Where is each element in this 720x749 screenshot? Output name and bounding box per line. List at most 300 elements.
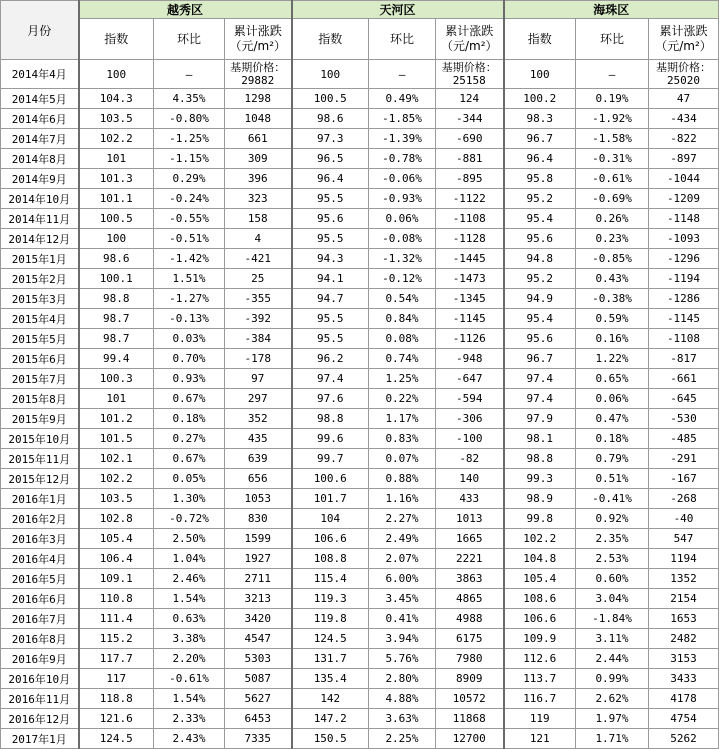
month-cell: 2014年6月	[1, 109, 79, 129]
cumulative-cell: -1108	[649, 329, 719, 349]
cumulative-cell: -1148	[649, 209, 719, 229]
index-cell: 94.1	[292, 269, 369, 289]
cumulative-cell: 1653	[649, 609, 719, 629]
sub-header-cumulative: 累计涨跌（元/m²）	[436, 19, 504, 60]
cumulative-cell: 1013	[436, 509, 504, 529]
index-cell: 108.8	[292, 549, 369, 569]
sub-header-index: 指数	[292, 19, 369, 60]
index-cell: 118.8	[79, 689, 154, 709]
mom-cell: 1.04%	[154, 549, 225, 569]
index-cell: 98.8	[504, 449, 576, 469]
cumulative-cell: -948	[436, 349, 504, 369]
index-cell: 97.3	[292, 129, 369, 149]
mom-cell: 1.51%	[154, 269, 225, 289]
index-cell: 98.1	[504, 429, 576, 449]
cumulative-cell: 2482	[649, 629, 719, 649]
mom-cell: 0.88%	[369, 469, 436, 489]
cumulative-cell: -1473	[436, 269, 504, 289]
mom-cell: -0.08%	[369, 229, 436, 249]
mom-cell: —	[154, 60, 225, 89]
month-column-header: 月份	[1, 1, 79, 60]
cumulative-cell: -530	[649, 409, 719, 429]
index-cell: 94.8	[504, 249, 576, 269]
index-cell: 105.4	[504, 569, 576, 589]
mom-cell: 3.94%	[369, 629, 436, 649]
mom-cell: 0.67%	[154, 449, 225, 469]
cumulative-cell: 11868	[436, 709, 504, 729]
index-cell: 119	[504, 709, 576, 729]
mom-cell: 2.62%	[576, 689, 649, 709]
cumulative-cell: -178	[225, 349, 292, 369]
cumulative-cell: -897	[649, 149, 719, 169]
mom-cell: 1.54%	[154, 689, 225, 709]
cumulative-cell: -895	[436, 169, 504, 189]
month-cell: 2015年2月	[1, 269, 79, 289]
index-cell: 95.5	[292, 229, 369, 249]
index-cell: 124.5	[79, 729, 154, 749]
index-cell: 95.5	[292, 309, 369, 329]
month-cell: 2016年9月	[1, 649, 79, 669]
index-cell: 96.2	[292, 349, 369, 369]
mom-cell: -0.69%	[576, 189, 649, 209]
sub-header-mom: 环比	[576, 19, 649, 60]
cumulative-cell: 323	[225, 189, 292, 209]
district-header-yuexiu: 越秀区	[79, 1, 292, 19]
month-cell: 2016年5月	[1, 569, 79, 589]
index-cell: 100.3	[79, 369, 154, 389]
cumulative-cell: 7335	[225, 729, 292, 749]
month-cell: 2014年5月	[1, 89, 79, 109]
mom-cell: 0.29%	[154, 169, 225, 189]
mom-cell: 2.80%	[369, 669, 436, 689]
cumulative-cell: -434	[649, 109, 719, 129]
index-cell: 99.7	[292, 449, 369, 469]
index-cell: 101.7	[292, 489, 369, 509]
cumulative-cell: 5262	[649, 729, 719, 749]
index-cell: 101	[79, 389, 154, 409]
mom-cell: 3.04%	[576, 589, 649, 609]
cumulative-cell: 4178	[649, 689, 719, 709]
mom-cell: -1.39%	[369, 129, 436, 149]
month-cell: 2015年4月	[1, 309, 79, 329]
table-row	[1, 189, 719, 209]
cumulative-cell: 2221	[436, 549, 504, 569]
month-cell: 2015年3月	[1, 289, 79, 309]
index-cell: 95.4	[504, 309, 576, 329]
mom-cell: -1.32%	[369, 249, 436, 269]
month-cell: 2014年9月	[1, 169, 79, 189]
cumulative-cell: 140	[436, 469, 504, 489]
index-cell: 119.3	[292, 589, 369, 609]
index-cell: 102.1	[79, 449, 154, 469]
table-row	[1, 249, 719, 269]
index-cell: 104.8	[504, 549, 576, 569]
index-cell: 147.2	[292, 709, 369, 729]
mom-cell: 0.74%	[369, 349, 436, 369]
mom-cell: 5.76%	[369, 649, 436, 669]
sub-header-index: 指数	[504, 19, 576, 60]
month-cell: 2015年6月	[1, 349, 79, 369]
mom-cell: -0.78%	[369, 149, 436, 169]
cumulative-cell: 12700	[436, 729, 504, 749]
mom-cell: -0.41%	[576, 489, 649, 509]
mom-cell: 1.71%	[576, 729, 649, 749]
mom-cell: 0.47%	[576, 409, 649, 429]
month-cell: 2016年4月	[1, 549, 79, 569]
cumulative-cell: -485	[649, 429, 719, 449]
sub-header-mom: 环比	[154, 19, 225, 60]
table-row	[1, 509, 719, 529]
mom-cell: 0.92%	[576, 509, 649, 529]
table-row	[1, 209, 719, 229]
table-row	[1, 169, 719, 189]
mom-cell: 4.88%	[369, 689, 436, 709]
sub-header-mom: 环比	[369, 19, 436, 60]
index-cell: 106.6	[504, 609, 576, 629]
index-cell: 117	[79, 669, 154, 689]
mom-cell: 0.99%	[576, 669, 649, 689]
mom-cell: -0.61%	[154, 669, 225, 689]
cumulative-cell: 5627	[225, 689, 292, 709]
cumulative-cell: -1145	[436, 309, 504, 329]
mom-cell: -0.06%	[369, 169, 436, 189]
cumulative-cell: -82	[436, 449, 504, 469]
cumulative-cell: 547	[649, 529, 719, 549]
month-cell: 2016年11月	[1, 689, 79, 709]
index-cell: 99.3	[504, 469, 576, 489]
index-cell: 97.6	[292, 389, 369, 409]
index-cell: 99.8	[504, 509, 576, 529]
cumulative-cell: -1345	[436, 289, 504, 309]
table-row	[1, 649, 719, 669]
cumulative-cell: -690	[436, 129, 504, 149]
index-cell: 101.5	[79, 429, 154, 449]
mom-cell: 3.38%	[154, 629, 225, 649]
index-cell: 99.4	[79, 349, 154, 369]
index-cell: 96.4	[504, 149, 576, 169]
month-cell: 2015年1月	[1, 249, 79, 269]
cumulative-cell: 396	[225, 169, 292, 189]
base-price-cell: 基期价格：25158	[436, 60, 504, 89]
index-cell: 104	[292, 509, 369, 529]
index-cell: 110.8	[79, 589, 154, 609]
index-cell: 95.4	[504, 209, 576, 229]
index-cell: 98.9	[504, 489, 576, 509]
index-cell: 121.6	[79, 709, 154, 729]
mom-cell: -1.58%	[576, 129, 649, 149]
cumulative-cell: 1053	[225, 489, 292, 509]
mom-cell: 2.35%	[576, 529, 649, 549]
cumulative-cell: 1298	[225, 89, 292, 109]
index-cell: 98.8	[79, 289, 154, 309]
mom-cell: -0.55%	[154, 209, 225, 229]
mom-cell: 0.07%	[369, 449, 436, 469]
mom-cell: 2.27%	[369, 509, 436, 529]
index-cell: 98.3	[504, 109, 576, 129]
month-cell: 2016年7月	[1, 609, 79, 629]
index-cell: 116.7	[504, 689, 576, 709]
cumulative-cell: -355	[225, 289, 292, 309]
mom-cell: 4.35%	[154, 89, 225, 109]
cumulative-cell: 47	[649, 89, 719, 109]
cumulative-cell: -1122	[436, 189, 504, 209]
cumulative-cell: 1048	[225, 109, 292, 129]
mom-cell: -1.42%	[154, 249, 225, 269]
index-cell: 100	[504, 60, 576, 89]
sub-header-index: 指数	[79, 19, 154, 60]
index-cell: 100.5	[292, 89, 369, 109]
mom-cell: 2.25%	[369, 729, 436, 749]
mom-cell: —	[369, 60, 436, 89]
cumulative-cell: 3863	[436, 569, 504, 589]
cumulative-cell: 352	[225, 409, 292, 429]
index-cell: 95.6	[292, 209, 369, 229]
cumulative-cell: -1209	[649, 189, 719, 209]
table-row	[1, 449, 719, 469]
sub-header-cumulative: 累计涨跌（元/m²）	[225, 19, 292, 60]
index-cell: 100.1	[79, 269, 154, 289]
mom-cell: -1.15%	[154, 149, 225, 169]
index-cell: 131.7	[292, 649, 369, 669]
month-cell: 2016年8月	[1, 629, 79, 649]
mom-cell: -0.24%	[154, 189, 225, 209]
mom-cell: 1.54%	[154, 589, 225, 609]
mom-cell: 0.03%	[154, 329, 225, 349]
index-cell: 150.5	[292, 729, 369, 749]
cumulative-cell: 3420	[225, 609, 292, 629]
cumulative-cell: 124	[436, 89, 504, 109]
month-cell: 2014年7月	[1, 129, 79, 149]
mom-cell: 0.49%	[369, 89, 436, 109]
month-cell: 2016年6月	[1, 589, 79, 609]
index-cell: 97.9	[504, 409, 576, 429]
month-cell: 2015年7月	[1, 369, 79, 389]
cumulative-cell: -100	[436, 429, 504, 449]
index-cell: 96.7	[504, 129, 576, 149]
cumulative-cell: -647	[436, 369, 504, 389]
table-row	[1, 629, 719, 649]
mom-cell: 0.84%	[369, 309, 436, 329]
month-cell: 2015年9月	[1, 409, 79, 429]
mom-cell: 0.60%	[576, 569, 649, 589]
base-price-cell: 基期价格：25020	[649, 60, 719, 89]
cumulative-cell: -1445	[436, 249, 504, 269]
mom-cell: 0.16%	[576, 329, 649, 349]
index-cell: 104.3	[79, 89, 154, 109]
mom-cell: 2.43%	[154, 729, 225, 749]
index-cell: 100	[79, 60, 154, 89]
index-cell: 101.3	[79, 169, 154, 189]
table-row	[1, 589, 719, 609]
mom-cell: 0.19%	[576, 89, 649, 109]
month-cell: 2016年12月	[1, 709, 79, 729]
index-cell: 100	[79, 229, 154, 249]
cumulative-cell: -306	[436, 409, 504, 429]
cumulative-cell: -384	[225, 329, 292, 349]
cumulative-cell: 435	[225, 429, 292, 449]
index-cell: 112.6	[504, 649, 576, 669]
cumulative-cell: 1927	[225, 549, 292, 569]
cumulative-cell: 6175	[436, 629, 504, 649]
cumulative-cell: -1296	[649, 249, 719, 269]
base-price-cell: 基期价格：29882	[225, 60, 292, 89]
mom-cell: -0.13%	[154, 309, 225, 329]
cumulative-cell: -1145	[649, 309, 719, 329]
cumulative-cell: 5303	[225, 649, 292, 669]
index-cell: 113.7	[504, 669, 576, 689]
month-cell: 2016年1月	[1, 489, 79, 509]
index-cell: 95.5	[292, 189, 369, 209]
mom-cell: 2.46%	[154, 569, 225, 589]
table-row	[1, 529, 719, 549]
index-cell: 98.7	[79, 309, 154, 329]
index-cell: 117.7	[79, 649, 154, 669]
cumulative-cell: -167	[649, 469, 719, 489]
mom-cell: 3.11%	[576, 629, 649, 649]
cumulative-cell: 3153	[649, 649, 719, 669]
mom-cell: 1.25%	[369, 369, 436, 389]
index-cell: 95.2	[504, 269, 576, 289]
table-row	[1, 269, 719, 289]
index-cell: 97.4	[292, 369, 369, 389]
mom-cell: 0.65%	[576, 369, 649, 389]
cumulative-cell: 3433	[649, 669, 719, 689]
index-cell: 109.9	[504, 629, 576, 649]
month-cell: 2015年11月	[1, 449, 79, 469]
cumulative-cell: 1194	[649, 549, 719, 569]
mom-cell: 0.93%	[154, 369, 225, 389]
mom-cell: 0.70%	[154, 349, 225, 369]
index-cell: 109.1	[79, 569, 154, 589]
index-cell: 100.5	[79, 209, 154, 229]
index-cell: 101	[79, 149, 154, 169]
mom-cell: 2.49%	[369, 529, 436, 549]
index-cell: 94.7	[292, 289, 369, 309]
mom-cell: -1.92%	[576, 109, 649, 129]
index-cell: 101.2	[79, 409, 154, 429]
index-cell: 98.8	[292, 409, 369, 429]
cumulative-cell: 4	[225, 229, 292, 249]
index-cell: 106.4	[79, 549, 154, 569]
index-cell: 95.6	[504, 229, 576, 249]
table-row	[1, 289, 719, 309]
mom-cell: 3.45%	[369, 589, 436, 609]
cumulative-cell: 158	[225, 209, 292, 229]
index-cell: 100.2	[504, 89, 576, 109]
index-cell: 102.2	[504, 529, 576, 549]
index-cell: 94.9	[504, 289, 576, 309]
table-row	[1, 329, 719, 349]
sub-header-row	[1, 19, 719, 60]
mom-cell: 2.33%	[154, 709, 225, 729]
cumulative-cell: 2711	[225, 569, 292, 589]
mom-cell: 0.05%	[154, 469, 225, 489]
index-cell: 102.2	[79, 129, 154, 149]
mom-cell: 1.16%	[369, 489, 436, 509]
cumulative-cell: -1286	[649, 289, 719, 309]
table-row	[1, 549, 719, 569]
cumulative-cell: 661	[225, 129, 292, 149]
table-row	[1, 689, 719, 709]
mom-cell: -0.38%	[576, 289, 649, 309]
month-cell: 2014年12月	[1, 229, 79, 249]
cumulative-cell: -817	[649, 349, 719, 369]
index-cell: 135.4	[292, 669, 369, 689]
cumulative-cell: 309	[225, 149, 292, 169]
district-header-tianhe: 天河区	[292, 1, 504, 19]
index-cell: 95.6	[504, 329, 576, 349]
table-row	[1, 409, 719, 429]
cumulative-cell: 4865	[436, 589, 504, 609]
mom-cell: 1.17%	[369, 409, 436, 429]
cumulative-cell: 4754	[649, 709, 719, 729]
table-row	[1, 389, 719, 409]
table-row	[1, 429, 719, 449]
mom-cell: 0.41%	[369, 609, 436, 629]
month-cell: 2015年8月	[1, 389, 79, 409]
cumulative-cell: 830	[225, 509, 292, 529]
mom-cell: 0.06%	[576, 389, 649, 409]
cumulative-cell: 639	[225, 449, 292, 469]
cumulative-cell: -1126	[436, 329, 504, 349]
cumulative-cell: 5087	[225, 669, 292, 689]
index-cell: 95.8	[504, 169, 576, 189]
table-row	[1, 309, 719, 329]
district-header-haizhu: 海珠区	[504, 1, 719, 19]
cumulative-cell: -822	[649, 129, 719, 149]
mom-cell: -0.93%	[369, 189, 436, 209]
cumulative-cell: -421	[225, 249, 292, 269]
table-row	[1, 609, 719, 629]
cumulative-cell: -594	[436, 389, 504, 409]
base-period-row	[1, 60, 719, 89]
mom-cell: 0.18%	[154, 409, 225, 429]
index-cell: 115.2	[79, 629, 154, 649]
table-row	[1, 469, 719, 489]
mom-cell: 0.59%	[576, 309, 649, 329]
mom-cell: -0.31%	[576, 149, 649, 169]
index-cell: 101.1	[79, 189, 154, 209]
sub-header-cumulative: 累计涨跌（元/m²）	[649, 19, 719, 60]
cumulative-cell: -1128	[436, 229, 504, 249]
index-cell: 103.5	[79, 109, 154, 129]
table-row	[1, 109, 719, 129]
index-cell: 100	[292, 60, 369, 89]
mom-cell: 0.54%	[369, 289, 436, 309]
index-cell: 102.8	[79, 509, 154, 529]
index-cell: 103.5	[79, 489, 154, 509]
index-cell: 115.4	[292, 569, 369, 589]
mom-cell: —	[576, 60, 649, 89]
mom-cell: -1.84%	[576, 609, 649, 629]
index-cell: 97.4	[504, 369, 576, 389]
table-row	[1, 89, 719, 109]
cumulative-cell: -1044	[649, 169, 719, 189]
mom-cell: 2.07%	[369, 549, 436, 569]
table-row	[1, 369, 719, 389]
index-cell: 95.2	[504, 189, 576, 209]
table-row	[1, 729, 719, 749]
mom-cell: 0.22%	[369, 389, 436, 409]
mom-cell: 3.63%	[369, 709, 436, 729]
mom-cell: -0.12%	[369, 269, 436, 289]
mom-cell: 0.18%	[576, 429, 649, 449]
cumulative-cell: 8909	[436, 669, 504, 689]
index-cell: 96.7	[504, 349, 576, 369]
mom-cell: -0.72%	[154, 509, 225, 529]
mom-cell: -0.80%	[154, 109, 225, 129]
month-cell: 2015年12月	[1, 469, 79, 489]
